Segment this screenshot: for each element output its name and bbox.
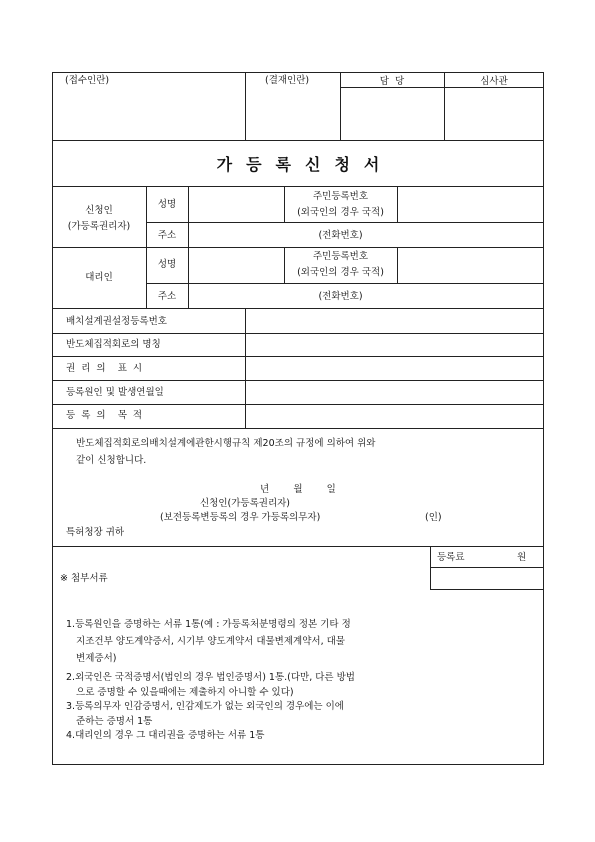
divider <box>52 308 544 309</box>
applicant-label: 신청인 <box>85 205 113 216</box>
applicant-name-label: 성명 <box>157 199 177 210</box>
page-title: 가등록신청서 <box>216 155 394 174</box>
addressee: 특허청장 귀하 <box>66 527 125 538</box>
applicant-sign-label: 신청인(가등록권리자) <box>200 498 291 509</box>
applicant-label-sub: (가등록권리자) <box>67 221 131 232</box>
attachment-item: 준하는 증명서 1통 <box>70 716 153 727</box>
divider <box>52 247 544 248</box>
divider <box>397 247 398 283</box>
agent-id-sub: (외국인의 경우 국적) <box>297 267 384 278</box>
obligor-sign-label: (보전등록변등록의 경우 가등록의무자) <box>160 512 321 523</box>
agent-label: 대리인 <box>85 272 113 283</box>
attachment-item: 지조건부 양도계약증서, 시기부 양도계약서 대물변제계약서, 대물 <box>70 636 345 647</box>
seal-mark: (인) <box>425 512 442 523</box>
attachment-item: 2.외국인은 국적증명서(법인의 경우 법인증명서) 1통.(다만, 다른 방법 <box>66 672 355 683</box>
fee-unit: 원 <box>517 552 527 563</box>
approval-stamp-label: (결재인란) <box>265 75 310 86</box>
attachment-item: 4.대리인의 경우 그 대리권을 증명하는 서류 1통 <box>66 730 265 741</box>
applicant-phone-label: (전화번호) <box>318 230 363 241</box>
agent-address-label: 주소 <box>157 291 177 302</box>
in-charge-label: 담 당 <box>379 76 405 87</box>
divider <box>52 546 544 547</box>
divider <box>430 589 544 590</box>
statement-line-2: 같이 신청합니다. <box>76 455 147 466</box>
attachment-item: 변제증서) <box>70 653 117 664</box>
divider <box>340 87 544 88</box>
applicant-id-sub: (외국인의 경우 국적) <box>297 207 384 218</box>
agent-name-label: 성명 <box>157 259 177 270</box>
divider <box>430 567 544 568</box>
divider <box>397 186 398 222</box>
purpose-label: 등 록 의 목 적 <box>66 410 143 421</box>
circuit-name-label: 반도체집적회로의 명칭 <box>66 339 161 350</box>
attachment-item: 으로 증명할 수 있을때에는 제출하지 아니할 수 있다) <box>70 687 294 698</box>
divider <box>146 283 544 284</box>
applicant-id-label: 주민등록번호 <box>312 191 369 202</box>
divider <box>52 356 544 357</box>
cause-date-label: 등록원인 및 발생연월일 <box>66 387 164 398</box>
divider <box>52 404 544 405</box>
divider <box>245 308 246 428</box>
examiner-label: 심사관 <box>480 76 508 87</box>
agent-id-label: 주민등록번호 <box>312 251 369 262</box>
divider <box>52 380 544 381</box>
statement-line-1: 반도체집적회로의배치설계에관한시행규칙 제20조의 규정에 의하여 위와 <box>76 438 376 449</box>
divider <box>146 222 544 223</box>
attachments-heading: ※ 첨부서류 <box>60 573 108 584</box>
receipt-stamp-label: (접수인란) <box>65 75 110 86</box>
divider <box>52 333 544 334</box>
divider <box>52 428 544 429</box>
right-display-label: 권 리 의 표 시 <box>66 363 143 374</box>
attachment-item: 3.등록의무자 인감증명서, 인감제도가 없는 외국인의 경우에는 이에 <box>66 701 344 712</box>
date-line: 년 월 일 <box>260 484 336 495</box>
divider <box>52 186 544 187</box>
divider <box>52 140 544 141</box>
agent-phone-label: (전화번호) <box>318 291 363 302</box>
reg-number-label: 배치설계권설정등록번호 <box>66 316 167 327</box>
fee-label: 등록료 <box>437 552 465 563</box>
attachment-item: 1.등록원인을 증명하는 서류 1통(예 : 가등록처분명령의 정본 기타 정 <box>66 619 351 630</box>
divider <box>245 72 246 140</box>
applicant-address-label: 주소 <box>157 230 177 241</box>
